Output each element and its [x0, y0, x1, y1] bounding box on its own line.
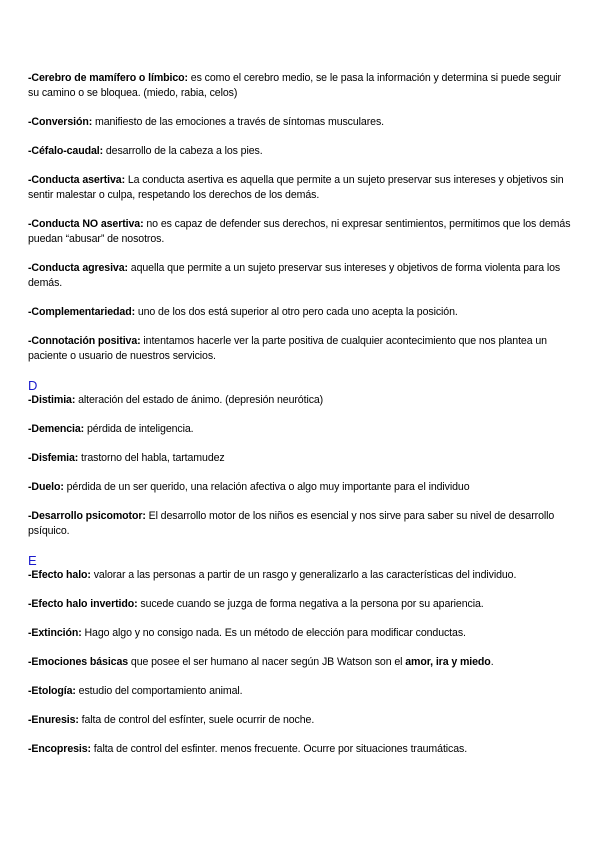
glossary-entry — [28, 334, 572, 364]
glossary-entry — [28, 115, 572, 130]
glossary-entry — [28, 509, 572, 539]
glossary-entry — [28, 71, 572, 101]
entry-definition: aquella que permite a un sujeto preservar sus intereses y objetivos de forma violenta para los demás. — [28, 262, 561, 289]
entry-term: -Extinción: — [28, 627, 82, 639]
entry-term: -Distimia: — [28, 394, 76, 406]
glossary-entry — [28, 393, 572, 408]
entry-definition: manifiesto de las emociones a través de síntomas musculares. — [92, 116, 384, 128]
entry-term: -Céfalo-caudal: — [28, 145, 104, 157]
entry-term: -Cerebro de mamífero o límbico: — [28, 72, 188, 84]
glossary-entry — [28, 568, 572, 583]
entry-definition: pérdida de un ser querido, una relación afectiva o algo muy importante para el individuo — [63, 481, 470, 493]
entry-term: -Disfemia: — [28, 452, 79, 464]
glossary-entry — [28, 173, 572, 203]
glossary-content — [28, 71, 572, 771]
entry-term: -Enuresis: — [28, 714, 79, 726]
entry-term: -Connotación positiva: — [28, 335, 141, 347]
glossary-entry — [28, 422, 572, 437]
entry-definition: El desarrollo motor de los niños es esencial y nos sirve para saber su nivel de desarrollo psíquico. — [28, 510, 555, 537]
glossary-entry — [28, 597, 572, 612]
entry-term: -Conversión: — [28, 116, 93, 128]
glossary-entry — [28, 713, 572, 728]
entry-term: -Conducta asertiva: — [28, 174, 125, 186]
entry-definition: es como el cerebro medio, se le pasa la información y determina si puede seguir su camino o se bloquea. (miedo, rabia, celos) — [28, 72, 561, 99]
glossary-entry — [28, 217, 572, 247]
glossary-entry — [28, 684, 572, 699]
entry-term: -Efecto halo: — [28, 569, 91, 581]
entry-definition: que posee el ser humano al nacer según JB Watson son el — [128, 656, 406, 668]
entry-definition: valorar a las personas a partir de un rasgo y generalizarlo a las características del individuo. — [90, 569, 517, 581]
glossary-entry — [28, 305, 572, 320]
entry-emphasis: amor, ira y miedo — [405, 656, 491, 668]
entry-tail: . — [490, 656, 494, 668]
entry-definition: uno de los dos está superior al otro pero cada uno acepta la posición. — [135, 306, 458, 318]
entry-definition: trastorno del habla, tartamudez — [78, 452, 225, 464]
entry-definition: estudio del comportamiento animal. — [75, 685, 243, 697]
entry-term: -Encopresis: — [28, 743, 91, 755]
glossary-entry — [28, 626, 572, 641]
glossary-entry — [28, 742, 572, 757]
entry-definition: La conducta asertiva es aquella que permite a un sujeto preservar sus intereses y objetivos sin sentir malestar o culpa, respetando los derechos de los demás. — [28, 174, 564, 201]
entry-definition: alteración del estado de ánimo. (depresión neurótica) — [75, 394, 324, 406]
entry-definition: no es capaz de defender sus derechos, ni expresar sentimientos, permitimos que los demás puedan “abusar” de nosotros. — [28, 218, 571, 245]
entry-term: -Efecto halo invertido: — [28, 598, 138, 610]
entry-term: -Conducta NO asertiva: — [28, 218, 144, 230]
entry-term: -Demencia: — [28, 423, 85, 435]
glossary-entry — [28, 451, 572, 466]
entry-term: -Complementariedad: — [28, 306, 135, 318]
glossary-entry — [28, 261, 572, 291]
entry-definition: falta de control del esfínter, suele ocurrir de noche. — [78, 714, 315, 726]
entry-definition: Hago algo y no consigo nada. Es un método de elección para modificar conductas. — [81, 627, 466, 639]
entry-term: -Duelo: — [28, 481, 64, 493]
glossary-entry — [28, 144, 572, 159]
entry-definition: falta de control del esfinter. menos frecuente. Ocurre por situaciones traumáticas. — [90, 743, 468, 755]
section-letter: E — [28, 553, 37, 568]
entry-term: -Conducta agresiva: — [28, 262, 128, 274]
entry-term: -Emociones básicas — [28, 656, 129, 668]
section-letter: D — [28, 378, 38, 393]
glossary-entry — [28, 480, 572, 495]
entry-definition: desarrollo de la cabeza a los pies. — [103, 145, 263, 157]
entry-definition: intentamos hacerle ver la parte positiva de cualquier acontecimiento que nos plantea un paciente o usuario de nuestros servicios. — [28, 335, 547, 362]
entry-definition: sucede cuando se juzga de forma negativa a la persona por su apariencia. — [137, 598, 484, 610]
entry-term: -Etología: — [28, 685, 76, 697]
entry-term: -Desarrollo psicomotor: — [28, 510, 146, 522]
entry-definition: pérdida de inteligencia. — [84, 423, 194, 435]
glossary-entry — [28, 655, 572, 670]
